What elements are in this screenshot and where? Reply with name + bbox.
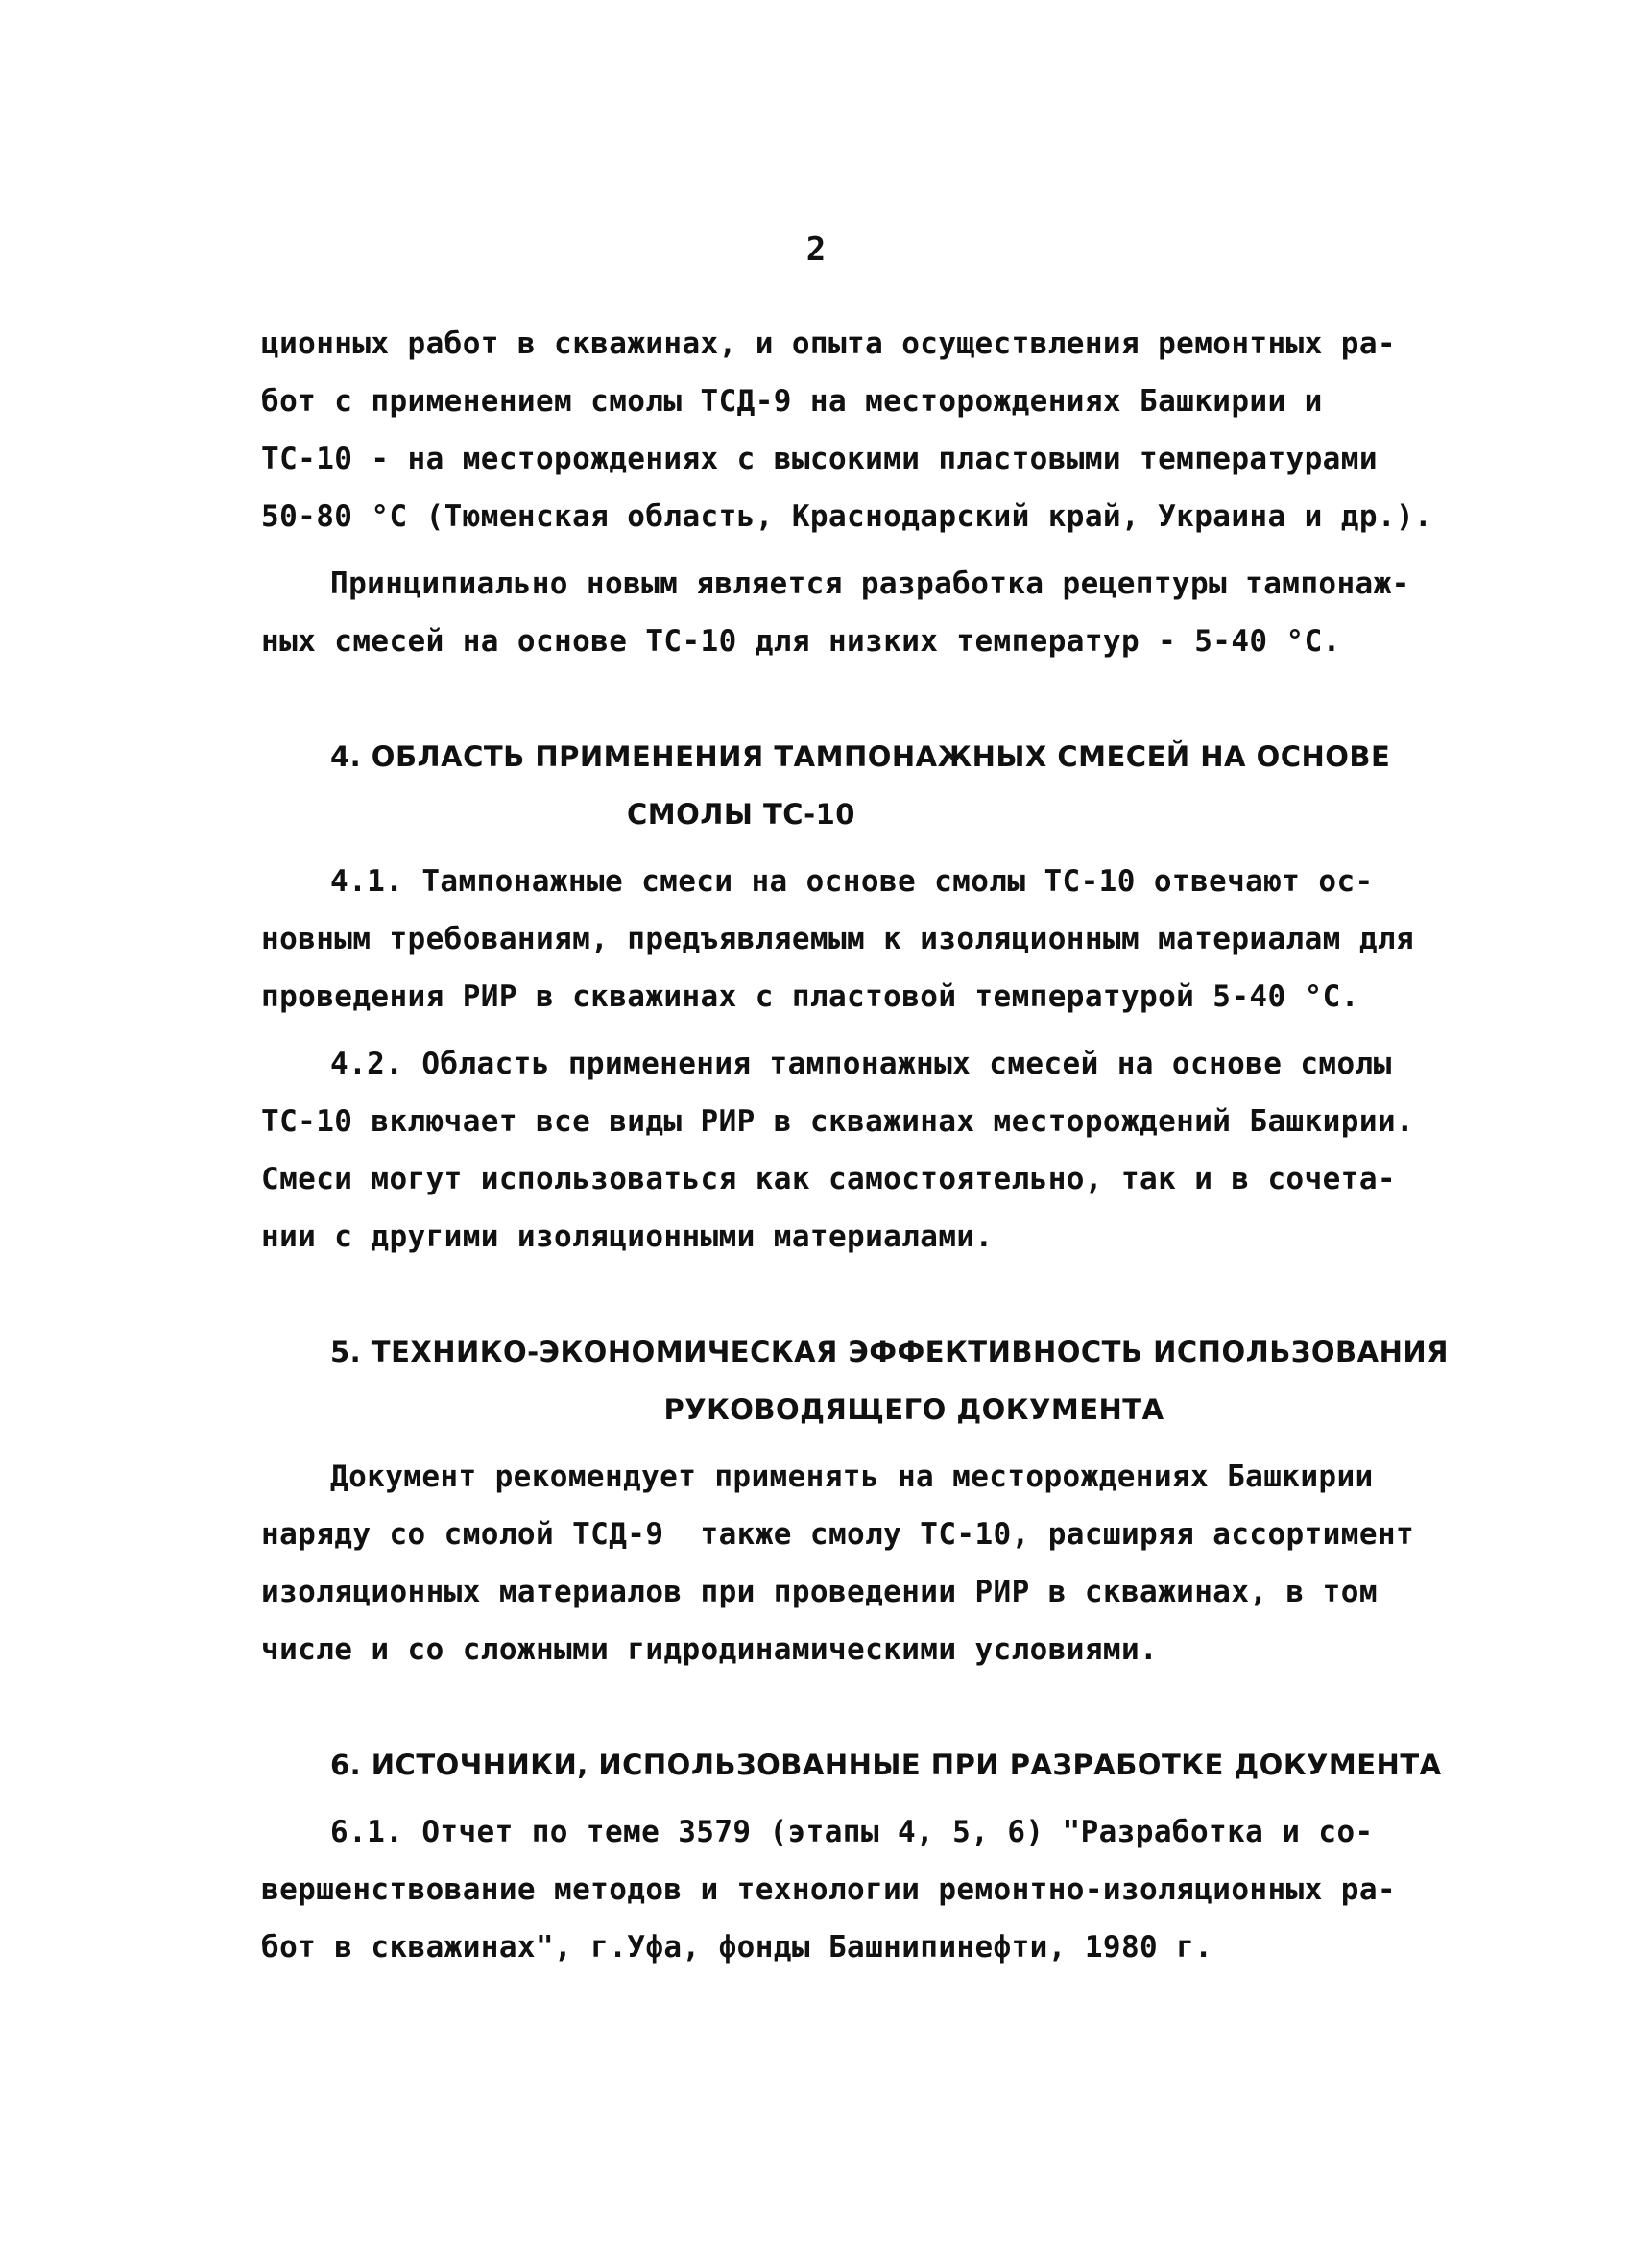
- section-5-line: числе и со сложными гидродинамическими условиями.: [261, 1632, 1159, 1667]
- section-5-line: изоляционных материалов при проведении РИР в скважинах, в том: [261, 1575, 1378, 1609]
- section-5-heading: 5. ТЕХНИКО-ЭКОНОМИЧЕСКАЯ ЭФФЕКТИВНОСТЬ ИСПОЛЬЗОВАНИЯ: [330, 1336, 1449, 1368]
- section-6-heading: 6. ИСТОЧНИКИ, ИСПОЛЬЗОВАННЫЕ ПРИ РАЗРАБОТКЕ ДОКУМЕНТА: [330, 1749, 1442, 1781]
- section-4-1-line: проведения РИР в скважинах с пластовой температурой 5-40 °С.: [261, 979, 1359, 1014]
- intro-line: бот с применением смолы ТСД-9 на месторождениях Башкирии и: [261, 384, 1323, 419]
- intro-line: 50-80 °С (Тюменская область, Краснодарский край, Украина и др.).: [261, 499, 1433, 534]
- section-4-2-line: нии с другими изоляционными материалами.: [261, 1219, 994, 1254]
- section-4-2-line: Смеси могут использоваться как самостоятельно, так и в сочета-: [261, 1162, 1396, 1196]
- section-6-1-line: вершенствование методов и технологии ремонтно-изоляционных ра-: [261, 1872, 1396, 1907]
- section-4-2-line: ТС-10 включает все виды РИР в скважинах месторождений Башкирии.: [261, 1104, 1415, 1139]
- page-number: 2: [805, 230, 827, 269]
- section-4-heading: 4. ОБЛАСТЬ ПРИМЕНЕНИЯ ТАМПОНАЖНЫХ СМЕСЕЙ НА ОСНОВЕ: [330, 740, 1391, 773]
- intro-line: ционных работ в скважинах, и опыта осуществления ремонтных ра-: [261, 326, 1396, 361]
- intro-para2-line: ных смесей на основе ТС-10 для низких температур - 5-40 °С.: [261, 624, 1341, 659]
- section-5-line: Документ рекомендует применять на месторождениях Башкирии: [330, 1460, 1374, 1494]
- document-body: [261, 315, 1449, 1976]
- section-5-heading-line2: РУКОВОДЯЩЕГО ДОКУМЕНТА: [663, 1393, 1164, 1426]
- section-6-1-line: 6.1. Отчет по теме 3579 (этапы 4, 5, 6) "Разработка и со-: [330, 1815, 1374, 1849]
- section-4-2-line: 4.2. Область применения тампонажных смесей на основе смолы: [330, 1047, 1392, 1081]
- intro-para2-line: Принципиально новым является разработка рецептуры тампонаж-: [330, 567, 1410, 601]
- section-4-1-line: новным требованиям, предъявляемым к изоляционным материалам для: [261, 922, 1415, 956]
- section-5-line: наряду со смолой ТСД-9 также смолу ТС-10, расширяя ассортимент: [261, 1517, 1415, 1552]
- intro-line: ТС-10 - на месторождениях с высокими пластовыми температурами: [261, 442, 1378, 476]
- section-4-1-line: 4.1. Тампонажные смеси на основе смолы ТС-10 отвечают ос-: [330, 864, 1374, 899]
- section-4-heading-line2: СМОЛЫ ТС-10: [627, 798, 855, 831]
- section-6-1-line: бот в скважинах", г.Уфа, фонды Башнипинефти, 1980 г.: [261, 1930, 1213, 1965]
